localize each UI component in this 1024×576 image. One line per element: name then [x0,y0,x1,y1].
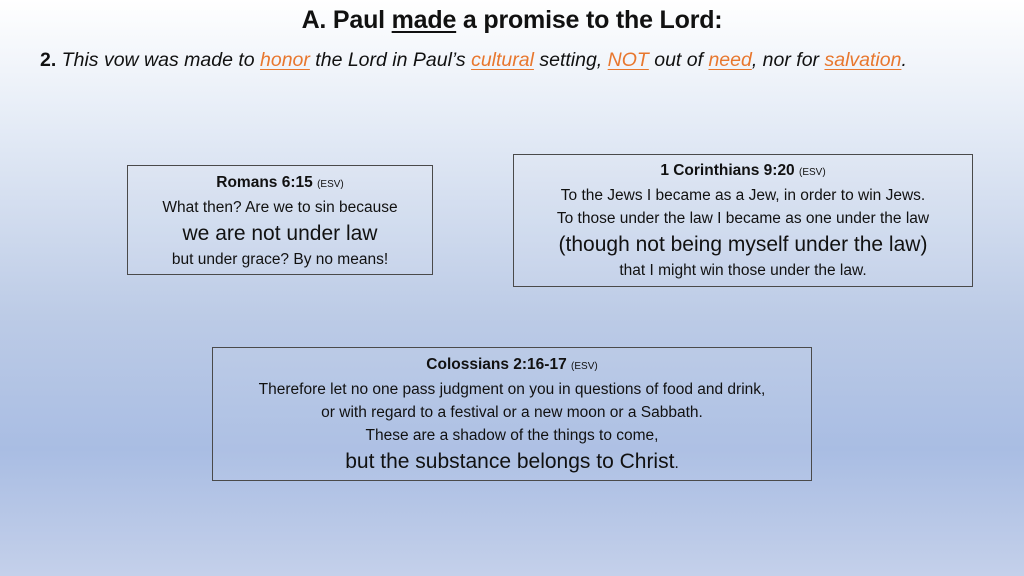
corinthians-version: (ESV) [799,167,826,178]
title-part1: A. Paul [301,6,392,34]
colossians-emphasis: but the substance belongs to Christ [345,450,675,473]
corinthians-verse-box [513,154,973,287]
subtitle-highlight-need: need [708,49,752,71]
subtitle-text-4: out of [648,49,709,71]
subtitle-number: 2. [40,49,57,71]
romans-line-1: What then? Are we to sin because [162,199,398,216]
slide-subtitle [40,49,1000,72]
romans-reference-line [128,171,432,196]
subtitle-text-6: . [901,49,907,71]
romans-version: (ESV) [317,179,344,190]
colossians-version: (ESV) [571,361,598,372]
subtitle-highlight-salvation: salvation [824,49,902,71]
colossians-line-1: Therefore let no one pass judgment on you in questions of food and drink, [258,381,766,398]
colossians-line-2: or with regard to a festival or a new moon or a Sabbath. [321,404,703,421]
subtitle-text-3: setting, [533,49,608,71]
romans-reference: Romans 6:15 [216,174,313,191]
subtitle-text-1: This vow was made to [56,49,261,71]
title-underlined-word: made [391,6,457,34]
title-part2: a promise to the Lord: [456,6,723,34]
colossians-reference-line [213,353,811,378]
romans-verse-box [127,165,433,275]
colossians-verse-box [212,347,812,481]
romans-line-2: but under grace? By no means! [171,251,389,268]
colossians-emphasis-line [213,447,811,476]
colossians-reference: Colossians 2:16-17 [426,356,567,373]
corinthians-emphasis: (though not being myself under the law) [558,233,928,256]
colossians-end-period: . [674,455,679,472]
subtitle-highlight-cultural: cultural [471,49,534,71]
romans-emphasis: we are not under law [182,222,378,245]
corinthians-reference: 1 Corinthians 9:20 [660,162,795,179]
corinthians-line-2: To those under the law I became as one under the law [556,210,930,227]
corinthians-reference-line [514,159,972,184]
subtitle-highlight-honor: honor [260,49,310,71]
subtitle-highlight-not: NOT [607,49,649,71]
subtitle-text-2: the Lord in Paul’s [309,49,472,71]
corinthians-line-3: that I might win those under the law. [619,262,867,279]
colossians-line-3: These are a shadow of the things to come, [365,427,659,444]
subtitle-text-5: , nor for [751,49,825,71]
slide-title [0,6,1024,35]
corinthians-line-1: To the Jews I became as a Jew, in order to win Jews. [560,187,926,204]
